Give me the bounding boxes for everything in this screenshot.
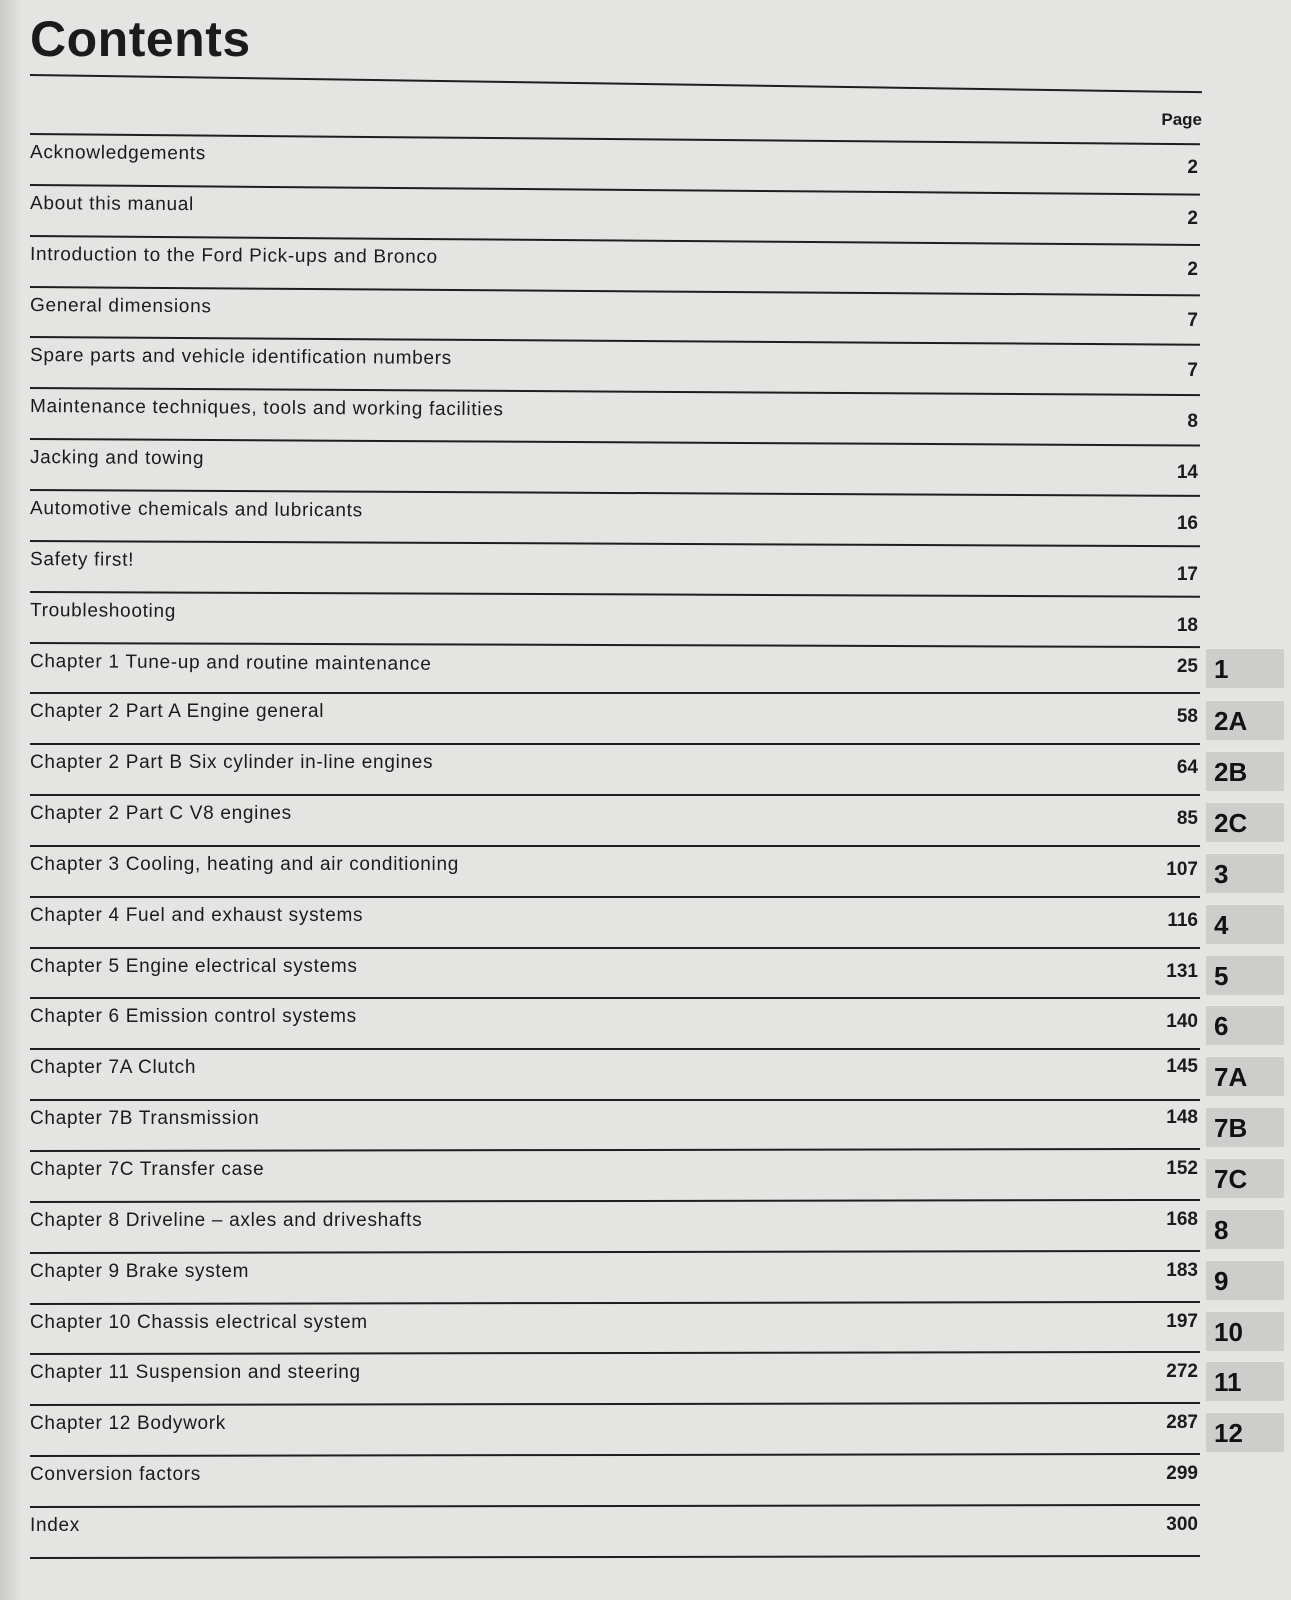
chapter-tab[interactable] <box>1206 1412 1284 1452</box>
entry-page: 152 <box>1166 1158 1198 1179</box>
row-rule <box>30 997 1200 999</box>
chapter-tab[interactable] <box>1206 1361 1284 1401</box>
entry-page: 145 <box>1166 1056 1198 1078</box>
row-rule <box>30 1504 1200 1508</box>
entry-page: 140 <box>1166 1011 1198 1033</box>
title-rule <box>30 74 1202 93</box>
entry-label: Chapter 1 Tune-up and routine maintenance <box>29 650 432 675</box>
row-rule <box>30 642 1200 648</box>
entry-label: Automotive chemicals and lubricants <box>29 497 363 522</box>
row-rule <box>30 387 1200 396</box>
page-title: Contents <box>30 11 251 67</box>
chapter-tab[interactable] <box>1206 1311 1284 1351</box>
chapter-tab[interactable] <box>1206 1107 1284 1147</box>
entry-label: Chapter 5 Engine electrical systems <box>30 955 358 977</box>
chapter-tab-label: 2A <box>1214 706 1248 737</box>
entry-label: Chapter 6 Emission control systems <box>30 1006 357 1028</box>
chapter-tab-label: 11 <box>1214 1367 1242 1398</box>
entry-page: 7 <box>1187 360 1198 382</box>
chapter-tab[interactable] <box>1206 751 1284 791</box>
row-rule <box>30 1402 1200 1406</box>
row-rule <box>30 692 1200 694</box>
entry-label: Chapter 8 Driveline – axles and driveshafts <box>30 1209 423 1231</box>
entry-label: Chapter 2 Part A Engine general <box>30 701 325 723</box>
row-rule <box>30 845 1200 847</box>
entry-label: Chapter 9 Brake system <box>30 1260 250 1282</box>
row-rule <box>30 1048 1200 1050</box>
chapter-tab-label: 12 <box>1214 1418 1243 1449</box>
entry-page: 58 <box>1176 706 1198 728</box>
chapter-tab[interactable] <box>1206 904 1284 944</box>
entry-page: 131 <box>1166 960 1198 982</box>
entry-page: 272 <box>1166 1361 1198 1383</box>
entry-label: Chapter 3 Cooling, heating and air conditioning <box>30 853 460 875</box>
chapter-tab-label: 2C <box>1214 808 1248 839</box>
chapter-tab[interactable] <box>1206 648 1284 688</box>
row-rule <box>30 794 1200 796</box>
row-rule <box>30 438 1200 447</box>
row-rule <box>30 1555 1200 1559</box>
entry-label: Introduction to the Ford Pick-ups and Bronco <box>29 243 438 268</box>
row-rule <box>30 1199 1200 1203</box>
page-edge-shadow <box>0 0 22 1600</box>
entry-page: 300 <box>1166 1513 1198 1535</box>
entry-page: 168 <box>1166 1208 1198 1230</box>
chapter-tab-label: 1 <box>1214 653 1229 684</box>
chapter-tab-label: 4 <box>1214 909 1229 940</box>
row-rule <box>30 540 1200 547</box>
entry-page: 2 <box>1187 207 1198 229</box>
chapter-tab-label: 7C <box>1214 1164 1248 1194</box>
row-rule <box>30 1453 1200 1457</box>
entry-label: Chapter 2 Part B Six cylinder in-line engines <box>30 752 434 774</box>
entry-label: Conversion factors <box>30 1464 202 1486</box>
row-rule <box>30 1301 1200 1305</box>
chapter-tab[interactable] <box>1206 1005 1284 1045</box>
entry-label: Chapter 4 Fuel and exhaust systems <box>30 904 364 926</box>
row-rule <box>30 286 1200 296</box>
chapter-tab[interactable] <box>1206 700 1284 740</box>
row-rule <box>30 336 1200 346</box>
chapter-tab-label: 6 <box>1214 1011 1229 1042</box>
row-rule <box>30 184 1200 196</box>
row-rule <box>30 1148 1200 1152</box>
entry-label: Chapter 7A Clutch <box>30 1057 197 1079</box>
entry-page: 148 <box>1166 1107 1198 1129</box>
entry-label: Chapter 11 Suspension and steering <box>30 1362 361 1384</box>
row-rule <box>30 1351 1200 1355</box>
entry-page: 107 <box>1166 858 1198 880</box>
chapter-tab-label: 2B <box>1214 757 1248 788</box>
entry-page: 17 <box>1176 563 1198 585</box>
entry-label: Chapter 10 Chassis electrical system <box>30 1311 368 1333</box>
entry-page: 14 <box>1176 462 1198 484</box>
entry-page: 2 <box>1187 157 1198 178</box>
entry-page: 287 <box>1166 1412 1198 1434</box>
chapter-tab[interactable] <box>1206 853 1284 893</box>
page-column-heading: Page <box>1161 110 1202 129</box>
entry-label: Acknowledgements <box>29 142 207 165</box>
entry-label: Maintenance techniques, tools and working facilities <box>29 396 504 421</box>
chapter-tab-label: 7B <box>1214 1113 1248 1144</box>
entry-label: General dimensions <box>29 294 212 317</box>
chapter-tab-label: 7A <box>1214 1062 1248 1093</box>
entry-label: Troubleshooting <box>29 599 177 622</box>
chapter-tab-label: 5 <box>1214 960 1229 991</box>
entry-label: Safety first! <box>29 548 135 571</box>
entry-page: 197 <box>1166 1310 1198 1332</box>
row-rule <box>30 489 1200 497</box>
chapter-tab[interactable] <box>1206 1260 1284 1300</box>
row-rule <box>30 1099 1200 1101</box>
entry-label: About this manual <box>29 192 195 215</box>
chapter-tab-label: 3 <box>1214 858 1229 889</box>
entry-page: 7 <box>1187 309 1198 331</box>
entry-label: Jacking and towing <box>29 447 205 470</box>
entry-page: 116 <box>1167 909 1198 931</box>
row-rule <box>30 235 1200 246</box>
entry-page: 2 <box>1187 258 1198 280</box>
entry-label: Chapter 7C Transfer case <box>30 1159 265 1180</box>
entry-page: 183 <box>1166 1259 1198 1281</box>
chapter-tab-label: 10 <box>1214 1316 1243 1347</box>
row-rule <box>30 591 1200 598</box>
chapter-tab[interactable] <box>1206 955 1284 995</box>
row-rule <box>30 743 1200 745</box>
entry-label: Chapter 7B Transmission <box>30 1108 260 1130</box>
row-rule <box>30 947 1200 949</box>
entry-label: Index <box>30 1514 80 1536</box>
chapter-tab-label: 9 <box>1214 1265 1229 1296</box>
entry-page: 8 <box>1187 411 1198 433</box>
entry-page: 64 <box>1176 757 1198 779</box>
chapter-tab[interactable] <box>1206 1209 1284 1249</box>
entry-page: 299 <box>1166 1463 1198 1485</box>
row-rule <box>30 1250 1200 1254</box>
row-rule <box>30 896 1200 898</box>
chapter-tab[interactable] <box>1206 1056 1284 1096</box>
entry-page: 25 <box>1176 655 1198 677</box>
chapter-tab[interactable] <box>1206 1158 1284 1198</box>
entry-label: Chapter 2 Part C V8 engines <box>30 803 292 825</box>
chapter-tab[interactable] <box>1206 802 1284 842</box>
entry-page: 85 <box>1176 808 1198 830</box>
entry-label: Chapter 12 Bodywork <box>30 1413 227 1435</box>
entry-page: 16 <box>1176 512 1198 534</box>
chapter-tab-label: 8 <box>1214 1214 1229 1245</box>
entry-label: Spare parts and vehicle identification numbers <box>29 345 453 370</box>
entry-page: 18 <box>1176 614 1198 636</box>
